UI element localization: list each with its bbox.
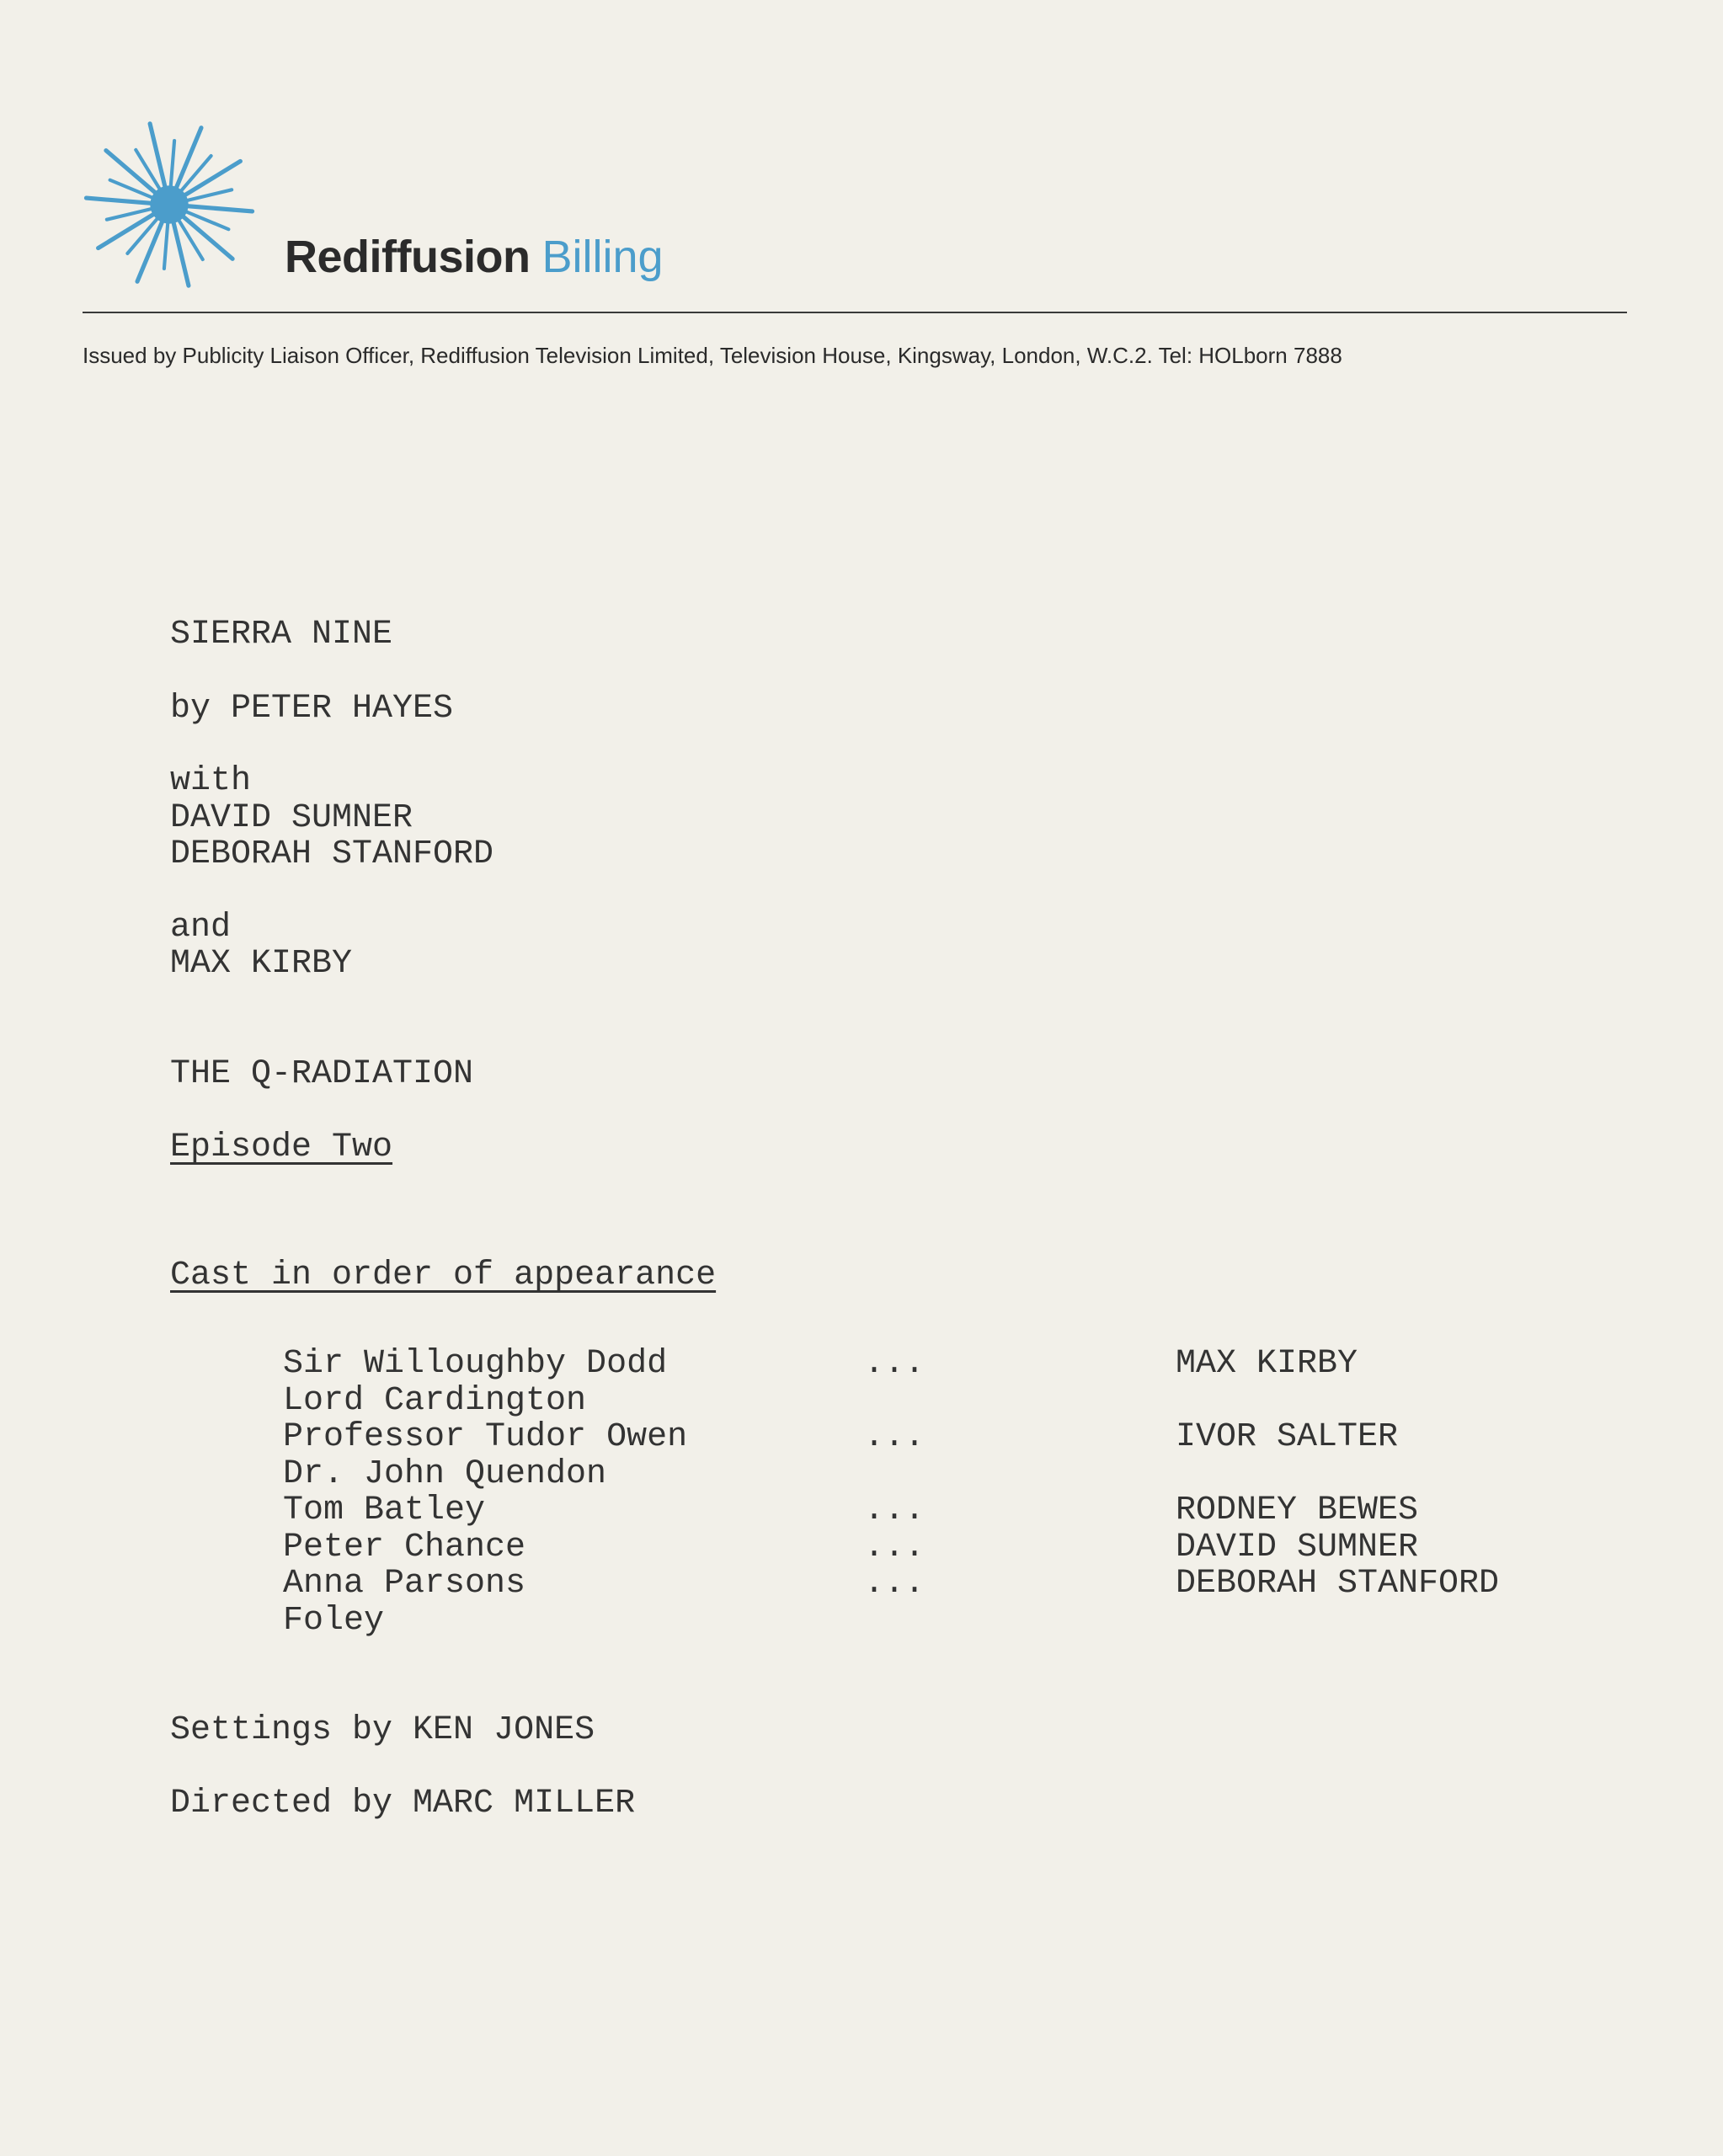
cast-leader-dots: ... xyxy=(864,1565,926,1603)
cast-actor: DAVID SUMNER xyxy=(1176,1528,1419,1566)
director-credit: Directed by MARC MILLER xyxy=(170,1785,636,1822)
header-divider xyxy=(83,312,1627,313)
cast-list xyxy=(283,1346,1597,1639)
brand-name: Rediffusion xyxy=(285,232,531,282)
story-title: THE Q-RADIATION xyxy=(170,1055,474,1093)
with-name-1: DAVID SUMNER xyxy=(170,799,413,837)
cast-row xyxy=(283,1492,1597,1529)
cast-role: Anna Parsons xyxy=(283,1565,526,1603)
cast-row xyxy=(283,1383,1597,1420)
cast-heading: Cast in order of appearance xyxy=(170,1257,717,1294)
author-line: by PETER HAYES xyxy=(170,690,454,728)
cast-actor: DEBORAH STANFORD xyxy=(1176,1565,1500,1603)
cast-row xyxy=(283,1529,1597,1566)
episode-title: Episode Two xyxy=(170,1129,393,1166)
cast-actor: IVOR SALTER xyxy=(1176,1418,1399,1456)
cast-leader-dots: ... xyxy=(864,1528,926,1566)
cast-leader-dots: ... xyxy=(864,1345,926,1383)
cast-leader-dots: ... xyxy=(864,1492,926,1529)
cast-row xyxy=(283,1566,1597,1603)
with-name-2: DEBORAH STANFORD xyxy=(170,835,494,873)
with-label: with xyxy=(170,762,252,800)
and-label: and xyxy=(170,909,232,947)
cast-role: Dr. John Quendon xyxy=(283,1454,607,1493)
cast-role: Foley xyxy=(283,1601,385,1640)
cast-row xyxy=(283,1456,1597,1493)
issued-by-line: Issued by Publicity Liaison Officer, Rediffusion Television Limited, Television House, Kingsway, London, W.C.2. Tel: HOLborn 7888 xyxy=(83,343,1342,368)
cast-role: Peter Chance xyxy=(283,1528,526,1566)
cast-leader-dots: ... xyxy=(864,1418,926,1456)
brand-product: Billing xyxy=(541,232,664,282)
cast-actor: RODNEY BEWES xyxy=(1176,1492,1419,1529)
series-title: SIERRA NINE xyxy=(170,616,393,654)
starburst-icon xyxy=(83,118,256,291)
cast-role: Lord Cardington xyxy=(283,1381,587,1420)
brand-wordmark xyxy=(285,227,664,286)
and-name: MAX KIRBY xyxy=(170,945,353,983)
cast-role: Tom Batley xyxy=(283,1492,486,1529)
cast-row xyxy=(283,1603,1597,1640)
cast-row xyxy=(283,1346,1597,1383)
settings-credit: Settings by KEN JONES xyxy=(170,1711,595,1749)
cast-role: Sir Willoughby Dodd xyxy=(283,1345,668,1383)
cast-role: Professor Tudor Owen xyxy=(283,1418,688,1456)
cast-row xyxy=(283,1419,1597,1456)
cast-actor: MAX KIRBY xyxy=(1176,1345,1358,1383)
